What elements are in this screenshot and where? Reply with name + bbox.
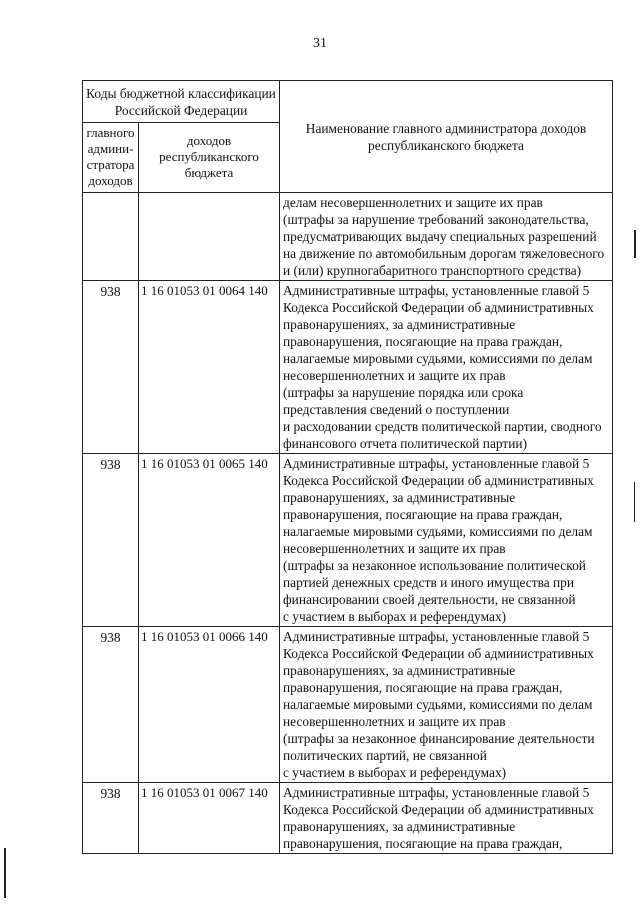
table-row bbox=[83, 281, 613, 454]
table-row bbox=[83, 627, 613, 783]
table-row bbox=[83, 783, 613, 854]
description-cell: Административные штрафы, установленные главой 5 Кодекса Российской Федерации об административных правонарушениях, за административные правонарушения, посягающие на права граждан, bbox=[280, 783, 613, 854]
income-code-cell: 1 16 01053 01 0067 140 bbox=[139, 783, 280, 854]
table-body bbox=[83, 193, 613, 854]
income-code-cell: 1 16 01053 01 0066 140 bbox=[139, 627, 280, 783]
admin-code-cell: 938 bbox=[83, 454, 139, 627]
table-row bbox=[83, 454, 613, 627]
admin-code-cell: 938 bbox=[83, 281, 139, 454]
header-group-budget-codes: Коды бюджетной классификации Российской Федерации bbox=[83, 81, 280, 123]
table-row bbox=[83, 193, 613, 281]
scan-edge-mark bbox=[4, 848, 6, 898]
budget-codes-table bbox=[82, 80, 613, 854]
admin-code-cell: 938 bbox=[83, 783, 139, 854]
income-code-cell: 1 16 01053 01 0064 140 bbox=[139, 281, 280, 454]
table-header bbox=[83, 81, 613, 193]
scan-edge-mark bbox=[634, 482, 635, 522]
header-budget-income: доходов республиканского бюджета bbox=[139, 123, 280, 193]
admin-code-cell bbox=[83, 193, 139, 281]
description-cell: Административные штрафы, установленные главой 5 Кодекса Российской Федерации об административных правонарушениях, за административные правонарушения, посягающие на права граждан, налагаемые мировыми судьями, комиссиями по делам несовершеннолетних и защите их прав (штрафы за незаконное использование политической партией денежных средств и иного имущества при финансировании своей деятельности, не связанной с участием в выборах и референдумах) bbox=[280, 454, 613, 627]
admin-code-cell: 938 bbox=[83, 627, 139, 783]
header-administrator-name: Наименование главного администратора доходов республиканского бюджета bbox=[280, 81, 613, 193]
income-code-cell: 1 16 01053 01 0065 140 bbox=[139, 454, 280, 627]
page-number: 31 bbox=[313, 36, 327, 51]
description-cell: Административные штрафы, установленные главой 5 Кодекса Российской Федерации об административных правонарушениях, за административные правонарушения, посягающие на права граждан, налагаемые мировыми судьями, комиссиями по делам несовершеннолетних и защите их прав (штрафы за незаконное финансирование деятельности политических партий, не связанной с участием в выборах и референдумах) bbox=[280, 627, 613, 783]
header-main-administrator: главного админи-стратора доходов bbox=[83, 123, 139, 193]
scan-edge-mark bbox=[634, 230, 636, 258]
description-cell: делам несовершеннолетних и защите их прав (штрафы за нарушение требований законодательства, предусматривающих выдачу специальных разрешений на движение по автомобильным дорогам тяжеловесного и (или) крупногабаритного транспортного средства) bbox=[280, 193, 613, 281]
description-cell: Административные штрафы, установленные главой 5 Кодекса Российской Федерации об административных правонарушениях, за административные правонарушения, посягающие на права граждан, налагаемые мировыми судьями, комиссиями по делам несовершеннолетних и защите их прав (штрафы за нарушение порядка или срока представления сведений о поступлении и расходовании средств политической партии, сводного финансового отчета политической партии) bbox=[280, 281, 613, 454]
income-code-cell bbox=[139, 193, 280, 281]
